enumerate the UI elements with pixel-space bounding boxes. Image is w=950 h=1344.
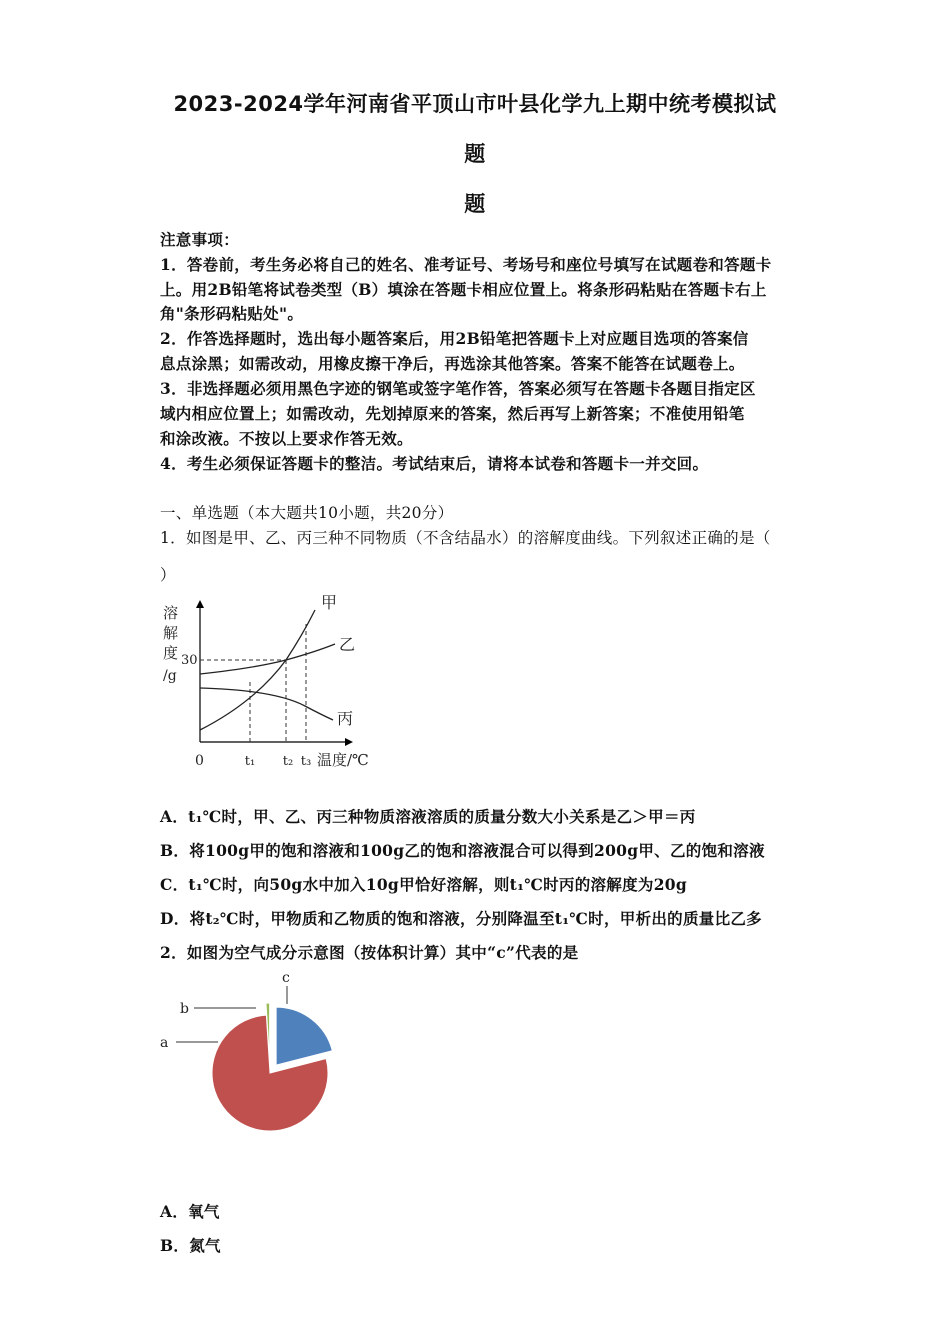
label-bing: 丙 — [337, 709, 354, 728]
notice-line: 和涂改液。不按以上要求作答无效。 — [160, 429, 413, 448]
q2-option-b: B．氮气 — [160, 1236, 221, 1255]
notice-line: 上。用2B铅笔将试卷类型（B）填涂在答题卡相应位置上。将条形码粘贴在答题卡右上 — [160, 280, 767, 299]
notice-heading: 注意事项： — [160, 230, 240, 249]
notice-line: 4．考生必须保证答题卡的整洁。考试结束后，请将本试卷和答题卡一并交回。 — [160, 454, 709, 473]
notice-line: 3．非选择题必须用黑色字迹的钢笔或签字笔作答，答案必须写在答题卡各题目指定区 — [160, 379, 756, 398]
page-title: 2023-2024学年河南省平顶山市叶县化学九上期中统考模拟试 — [173, 92, 777, 116]
y-label-char: /g — [163, 668, 177, 684]
x-axis-arrow — [345, 738, 353, 746]
q1-option-a: A．t₁℃时，甲、乙、丙三种物质溶液溶质的质量分数大小关系是乙＞甲＝丙 — [160, 807, 696, 826]
y-label-char: 解 — [163, 624, 179, 642]
tick-t1: t₁ — [244, 754, 256, 769]
q2-stem: 2．如图为空气成分示意图（按体积计算）其中“c”代表的是 — [160, 943, 579, 962]
x-axis-label: 温度/℃ — [317, 751, 369, 769]
q1-stem: 1．如图是甲、乙、丙三种不同物质（不含结晶水）的溶解度曲线。下列叙述正确的是（ — [160, 529, 771, 547]
notice-line: 息点涂黑；如需改动，用橡皮擦干净后，再选涂其他答案。答案不能答在试题卷上。 — [160, 354, 745, 373]
notice-line: 角"条形码粘贴处"。 — [160, 304, 304, 323]
solubility-curve-graph — [155, 590, 385, 780]
curve-jia — [200, 610, 315, 730]
pie-label-b: b — [180, 1001, 189, 1017]
page-title-line2: 题 — [464, 142, 486, 166]
pie-label-c: c — [282, 970, 290, 986]
tick-t2: t₂ — [282, 754, 294, 769]
notice-line: 1．答卷前，考生务必将自己的姓名、准考证号、考场号和座位号填写在试题卷和答题卡 — [160, 255, 772, 274]
y-label-char: 度 — [163, 644, 179, 662]
q2-option-a: A．氧气 — [160, 1202, 220, 1221]
y-value-30: 30 — [181, 653, 198, 668]
y-label-char: 溶 — [163, 604, 179, 622]
curve-yi — [200, 644, 335, 674]
notice-line: 域内相应位置上；如需改动，先划掉原来的答案，然后再写上新答案；不准使用铅笔 — [160, 404, 745, 423]
q1-option-b: B．将100g甲的饱和溶液和100g乙的饱和溶液混合可以得到200g甲、乙的饱和溶液 — [160, 841, 765, 860]
label-yi: 乙 — [339, 635, 356, 654]
notice-line: 2．作答选择题时，选出每小题答案后，用2B铅笔把答题卡上对应题目选项的答案信 — [160, 329, 749, 348]
air-composition-pie-chart — [150, 968, 350, 1138]
q1-option-c: C．t₁℃时，向50g水中加入10g甲恰好溶解，则t₁℃时丙的溶解度为20g — [160, 875, 688, 894]
pie-slice-c — [276, 1007, 332, 1065]
section-heading: 一、单选题（本大题共10小题，共20分） — [160, 504, 454, 522]
tick-t3: t₃ — [300, 754, 312, 769]
q1-stem-end: ） — [160, 566, 176, 584]
label-jia: 甲 — [321, 593, 338, 612]
origin-label: 0 — [195, 753, 204, 769]
page-title-line3: 题 — [464, 192, 486, 216]
pie-label-a: a — [160, 1035, 169, 1051]
y-axis-arrow — [196, 600, 204, 608]
curve-bing — [200, 688, 333, 720]
q1-option-d: D．将t₂℃时，甲物质和乙物质的饱和溶液，分别降温至t₁℃时，甲析出的质量比乙多 — [160, 909, 762, 928]
